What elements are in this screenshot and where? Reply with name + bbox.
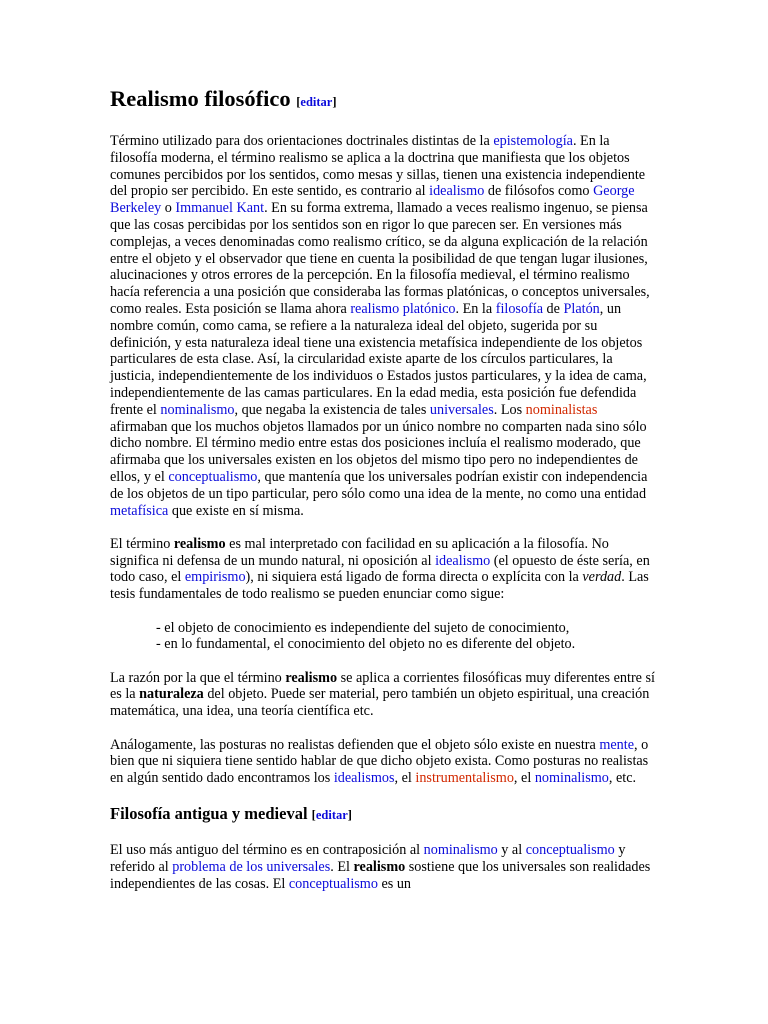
text-run: ), ni siquiera está ligado de forma directa o explícita con la <box>245 569 583 586</box>
bold-term: realismo <box>285 669 338 686</box>
paragraph-no-realistas <box>110 737 658 787</box>
bold-term: realismo <box>353 859 406 876</box>
text-run: o <box>161 200 176 217</box>
text-run: sostiene que los universales son realidades independientes de las cosas. El <box>110 859 651 892</box>
edit-section-link[interactable]: [editar] <box>296 95 337 109</box>
paragraph-naturaleza <box>110 670 658 720</box>
link-instrumentalismo[interactable]: instrumentalismo <box>415 770 514 787</box>
text-run: y al <box>497 842 526 859</box>
text-run: . En la filosofía moderna, el término realismo se aplica a la doctrina que manifiesta que los objetos comunes percibidos por los sentidos, como mesas y sillas, tienen una existencia independiente del propio ser percibido. En este sentido, es contrario al <box>110 133 646 200</box>
text-run: que existe en sí misma. <box>168 502 304 519</box>
text-run: . En la <box>455 300 496 317</box>
link-idealismo[interactable]: idealismo <box>429 183 485 200</box>
link-realismo-platónico[interactable]: realismo platónico <box>350 300 456 317</box>
text-run: Análogamente, las posturas no realistas defienden que el objeto sólo existe en nuestra <box>110 736 600 753</box>
text-run: , el <box>513 770 535 787</box>
link-mente[interactable]: mente <box>599 736 634 753</box>
text-run: , o bien que ni siquiera tiene sentido hablar de que dicho objeto exista. Como posturas no realistas en algún sentido dado encontramos los <box>110 736 649 787</box>
section-heading <box>110 803 658 826</box>
link-metafísica[interactable]: metafísica <box>110 502 169 519</box>
link-epistemología[interactable]: epistemología <box>493 133 573 149</box>
thesis-list <box>156 620 658 654</box>
page-title-text: Realismo filosófico <box>110 86 291 111</box>
text-run: es mal interpretado con facilidad en su aplicación a la filosofía. No significa ni defensa de un mundo natural, ni oposición al <box>110 535 609 569</box>
page-title <box>110 84 658 117</box>
link-conceptualismo[interactable]: conceptualismo <box>168 468 258 485</box>
link-nominalismo[interactable]: nominalismo <box>160 401 235 418</box>
text-run: El término <box>110 535 174 552</box>
text-run: , etc. <box>608 770 637 787</box>
link-immanuel-kant[interactable]: Immanuel Kant <box>175 200 265 217</box>
link-conceptualismo[interactable]: conceptualismo <box>288 875 378 892</box>
text-run: , que negaba la existencia de tales <box>234 401 430 418</box>
link-filosofía[interactable]: filosofía <box>495 300 543 317</box>
text-run: del objeto. Puede ser material, pero también un objeto espiritual, una creación matemática, una idea, una teoría científica etc. <box>110 686 650 720</box>
text-run: El uso más antiguo del término es en contraposición al <box>110 842 424 859</box>
text-run: . Los <box>493 401 526 418</box>
link-nominalismo[interactable]: nominalismo <box>534 770 609 787</box>
thesis-item-1: - el objeto de conocimiento es independiente del sujeto de conocimiento, <box>156 619 570 636</box>
link-idealismo[interactable]: idealismo <box>435 552 491 569</box>
text-run: , que mantenía que los universales podrían existir con independencia de los objetos de un tipo particular, pero sólo como una idea de la mente, no como una entidad <box>110 468 648 502</box>
paragraph-antigua <box>110 842 658 892</box>
bold-term: realismo <box>173 535 226 552</box>
text-run: , un nombre común, como cama, se refiere a la naturaleza ideal del objeto, sugerida por su definición, y esta naturaleza ideal tiene una existencia metafísica independiente de los objetos particulares de esta clase. Así, la circularidad existe aparte de los círculos particulares, la justicia, independientemente de los individuos o Estados justos particulares, y la idea de cama, independientemente de las camas particulares. En la edad media, esta posición fue defendida frente el <box>110 300 647 418</box>
link-conceptualismo[interactable]: conceptualismo <box>525 842 615 859</box>
text-run: . El <box>330 859 354 876</box>
link-empirismo[interactable]: empirismo <box>184 569 246 586</box>
text-run: se aplica a corrientes filosóficas muy diferentes entre sí es la <box>110 669 655 703</box>
text-run: . Las tesis fundamentales de todo realismo se pueden enunciar como sigue: <box>110 569 649 603</box>
edit-link[interactable]: editar <box>300 95 333 109</box>
link-platón[interactable]: Platón <box>563 300 600 317</box>
paragraph-intro <box>110 133 658 519</box>
thesis-item-2: - en lo fundamental, el conocimiento del objeto no es diferente del objeto. <box>156 636 576 653</box>
link-george-berkeley[interactable]: George Berkeley <box>110 183 635 217</box>
text-run: es un <box>377 875 412 892</box>
text-run: . En su forma extrema, llamado a veces realismo ingenuo, se piensa que las cosas percibidas por los sentidos son en rigor lo que parecen ser. En versiones más complejas, a veces denominadas como realismo crítico, se da alguna explicación de la relación entre el objeto y el observador que tiene en cuenta la posibilidad de que tengan lugar ilusiones, alucinaciones y otros errores de la percepción. En la filosofía medieval, el término realismo hacía referencia a una posición que consideraba las formas platónicas, o conceptos universales, como reales. Esta posición se llama ahora <box>110 200 650 317</box>
bold-term: naturaleza <box>139 686 204 703</box>
link-problema-de-los-universales[interactable]: problema de los universales <box>172 859 331 876</box>
text-run: La razón por la que el término <box>110 669 286 686</box>
edit-section-link-2[interactable]: [editar] <box>311 808 352 823</box>
link-universales[interactable]: universales <box>429 401 494 418</box>
link-nominalistas[interactable]: nominalistas <box>525 401 598 418</box>
article <box>110 84 658 909</box>
text-run: de <box>543 300 564 317</box>
italic-term: verdad <box>582 569 622 586</box>
text-run: Término utilizado para dos orientaciones doctrinales distintas de la <box>110 133 494 149</box>
link-nominalismo[interactable]: nominalismo <box>423 842 498 859</box>
text-run: afirmaban que los muchos objetos llamados por un único nombre no comparten nada sino sólo dicho nombre. El término medio entre estas dos posiciones incluía el realismo moderado, que afirmaba que los universales existen en los objetos del mismo tipo pero no independientes de ellos, y el <box>110 418 647 485</box>
paragraph-realismo-term <box>110 536 658 603</box>
text-run: de filósofos como <box>484 183 594 200</box>
section-heading-text: Filosofía antigua y medieval <box>110 804 308 824</box>
link-idealismos[interactable]: idealismos <box>333 770 395 787</box>
edit-link-2[interactable]: editar <box>315 808 348 823</box>
text-run: y referido al <box>110 842 626 876</box>
text-run: , el <box>394 770 416 787</box>
text-run: (el opuesto de éste sería, en todo caso, el <box>110 552 650 586</box>
